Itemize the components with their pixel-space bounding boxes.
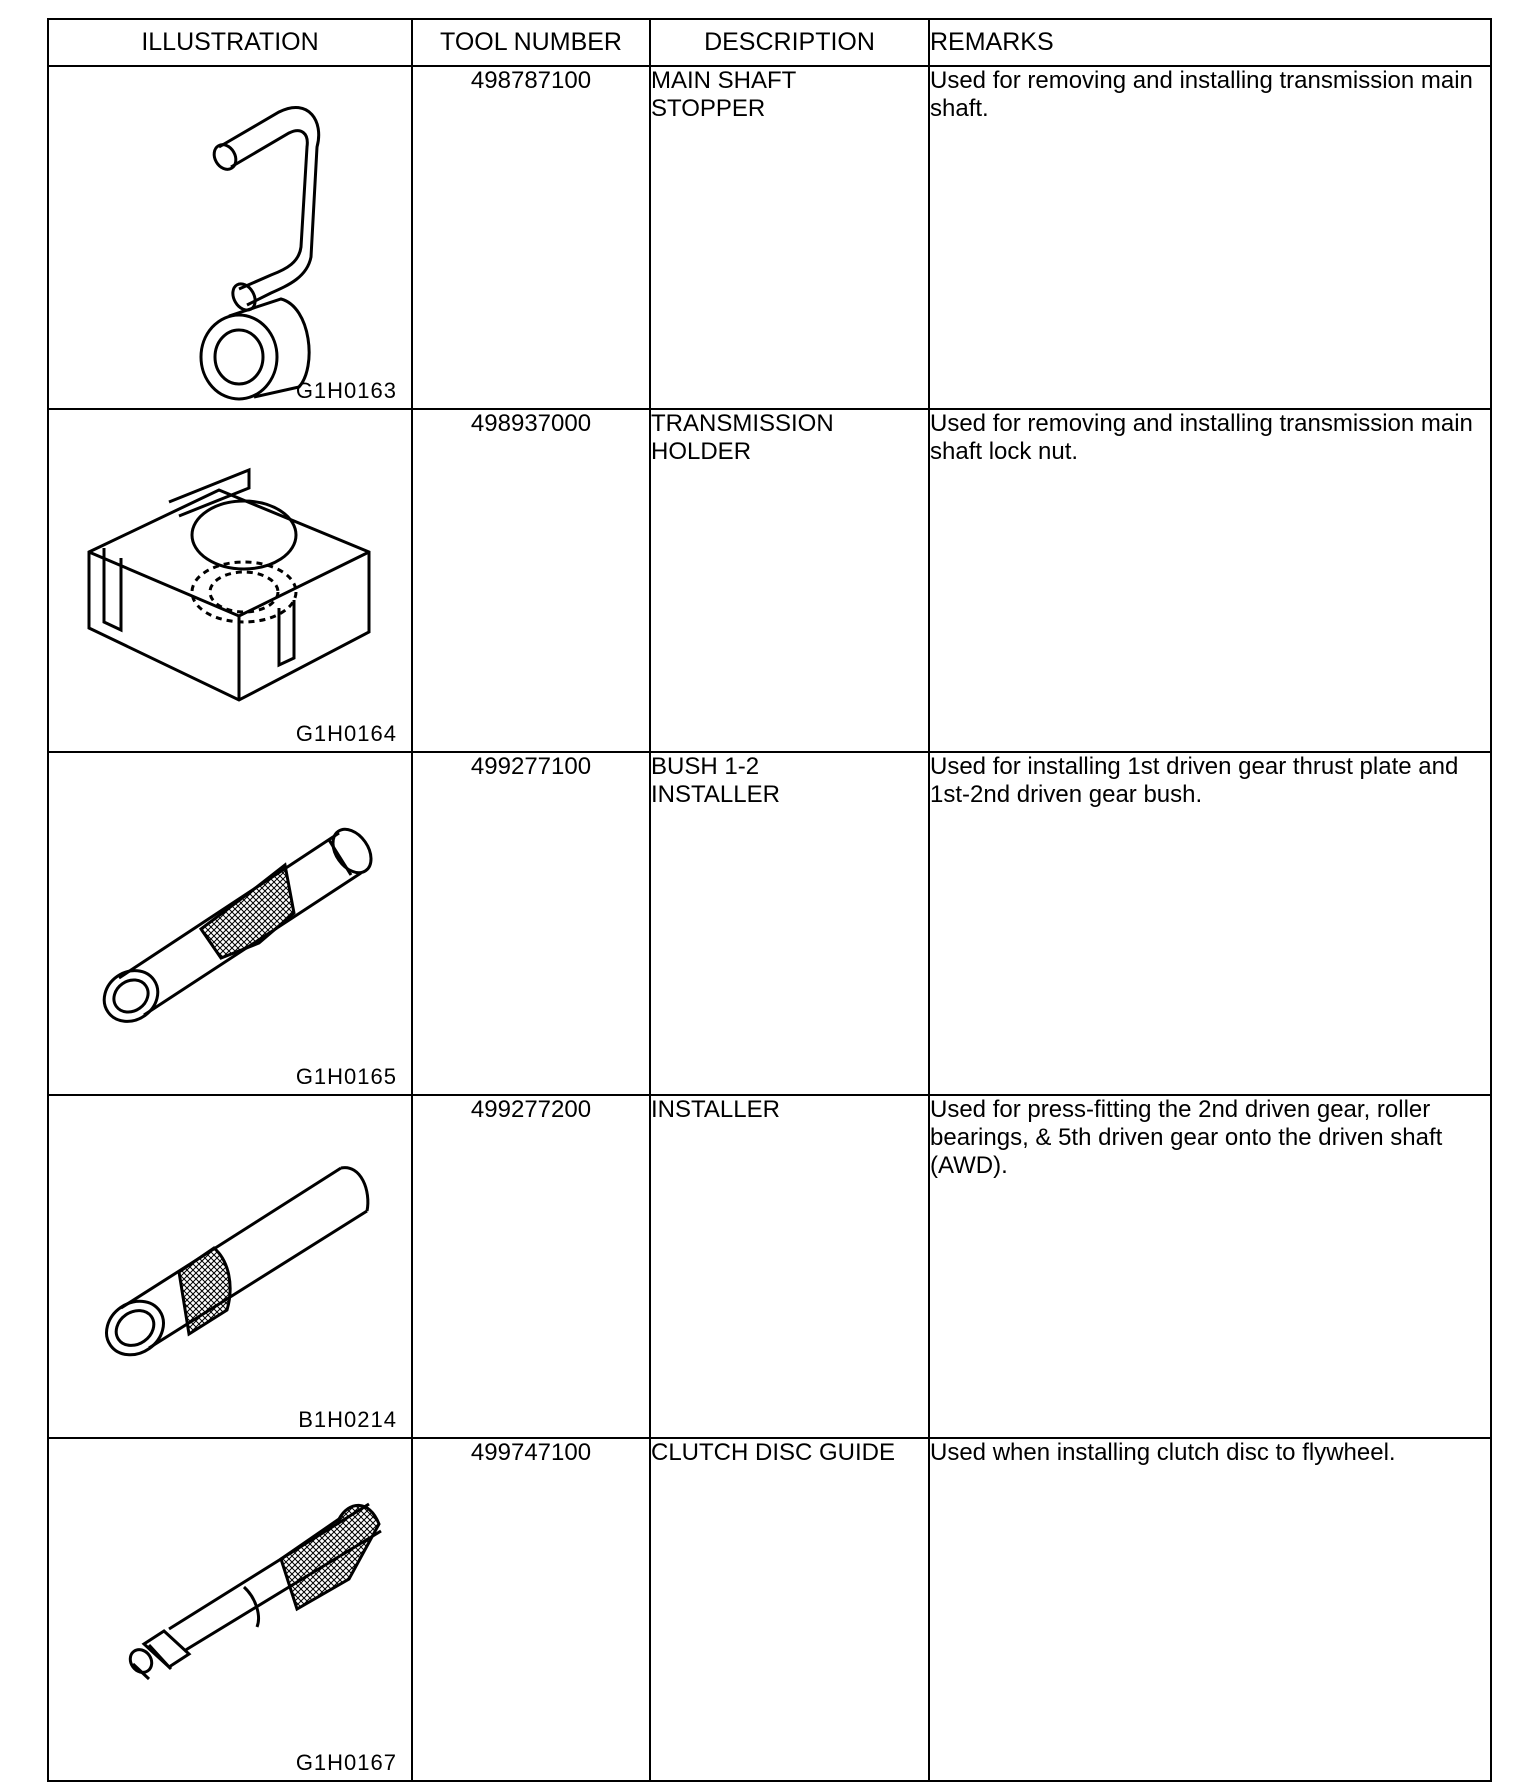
remarks: Used for installing 1st driven gear thrust plate and 1st-2nd driven gear bush. — [929, 752, 1491, 1095]
tool-number: 498937000 — [412, 409, 650, 752]
illustration-cell — [48, 752, 412, 1095]
clutch-disc-guide-icon — [49, 1439, 409, 1780]
header-remarks: REMARKS — [929, 19, 1491, 66]
description-text: INSTALLER — [651, 1096, 780, 1123]
remarks: Used when installing clutch disc to flywheel. — [929, 1438, 1491, 1781]
header-illustration: ILLUSTRATION — [48, 19, 412, 66]
special-tools-table — [47, 18, 1492, 1782]
description — [650, 752, 929, 1095]
figure-code: G1H0167 — [295, 1750, 397, 1775]
table-row — [48, 409, 1491, 752]
remarks: Used for removing and installing transmission main shaft lock nut. — [929, 409, 1491, 752]
illustration-cell — [48, 66, 412, 409]
description — [650, 1095, 929, 1438]
description — [650, 409, 929, 752]
figure-code: G1H0165 — [295, 1064, 397, 1089]
header-description: DESCRIPTION — [650, 19, 929, 66]
table-row — [48, 66, 1491, 409]
tool-number: 499747100 — [412, 1438, 650, 1781]
description-text: MAIN SHAFT STOPPER — [651, 67, 797, 122]
table-row — [48, 1095, 1491, 1438]
illustration-cell — [48, 1438, 412, 1781]
description-text: TRANSMISSION HOLDER — [651, 410, 834, 465]
main-shaft-stopper-icon — [49, 67, 409, 408]
illustration-cell — [48, 409, 412, 752]
tool-number: 498787100 — [412, 66, 650, 409]
description-text: BUSH 1-2 INSTALLER — [651, 753, 780, 808]
illustration-cell — [48, 1095, 412, 1438]
tool-number: 499277200 — [412, 1095, 650, 1438]
description-text: CLUTCH DISC GUIDE — [651, 1439, 896, 1466]
transmission-holder-icon — [49, 410, 409, 751]
remarks: Used for removing and installing transmission main shaft. — [929, 66, 1491, 409]
figure-code: G1H0163 — [295, 378, 397, 403]
installer-icon — [49, 1096, 409, 1437]
tool-number: 499277100 — [412, 752, 650, 1095]
table-row — [48, 752, 1491, 1095]
figure-code: B1H0214 — [298, 1407, 397, 1432]
remarks: Used for press-fitting the 2nd driven gear, roller bearings, & 5th driven gear onto the driven shaft (AWD). — [929, 1095, 1491, 1438]
header-tool-number: TOOL NUMBER — [412, 19, 650, 66]
figure-code: G1H0164 — [295, 721, 397, 746]
header-row — [48, 19, 1491, 66]
bush-installer-icon — [49, 753, 409, 1094]
description — [650, 1438, 929, 1781]
description — [650, 66, 929, 409]
table-row — [48, 1438, 1491, 1781]
